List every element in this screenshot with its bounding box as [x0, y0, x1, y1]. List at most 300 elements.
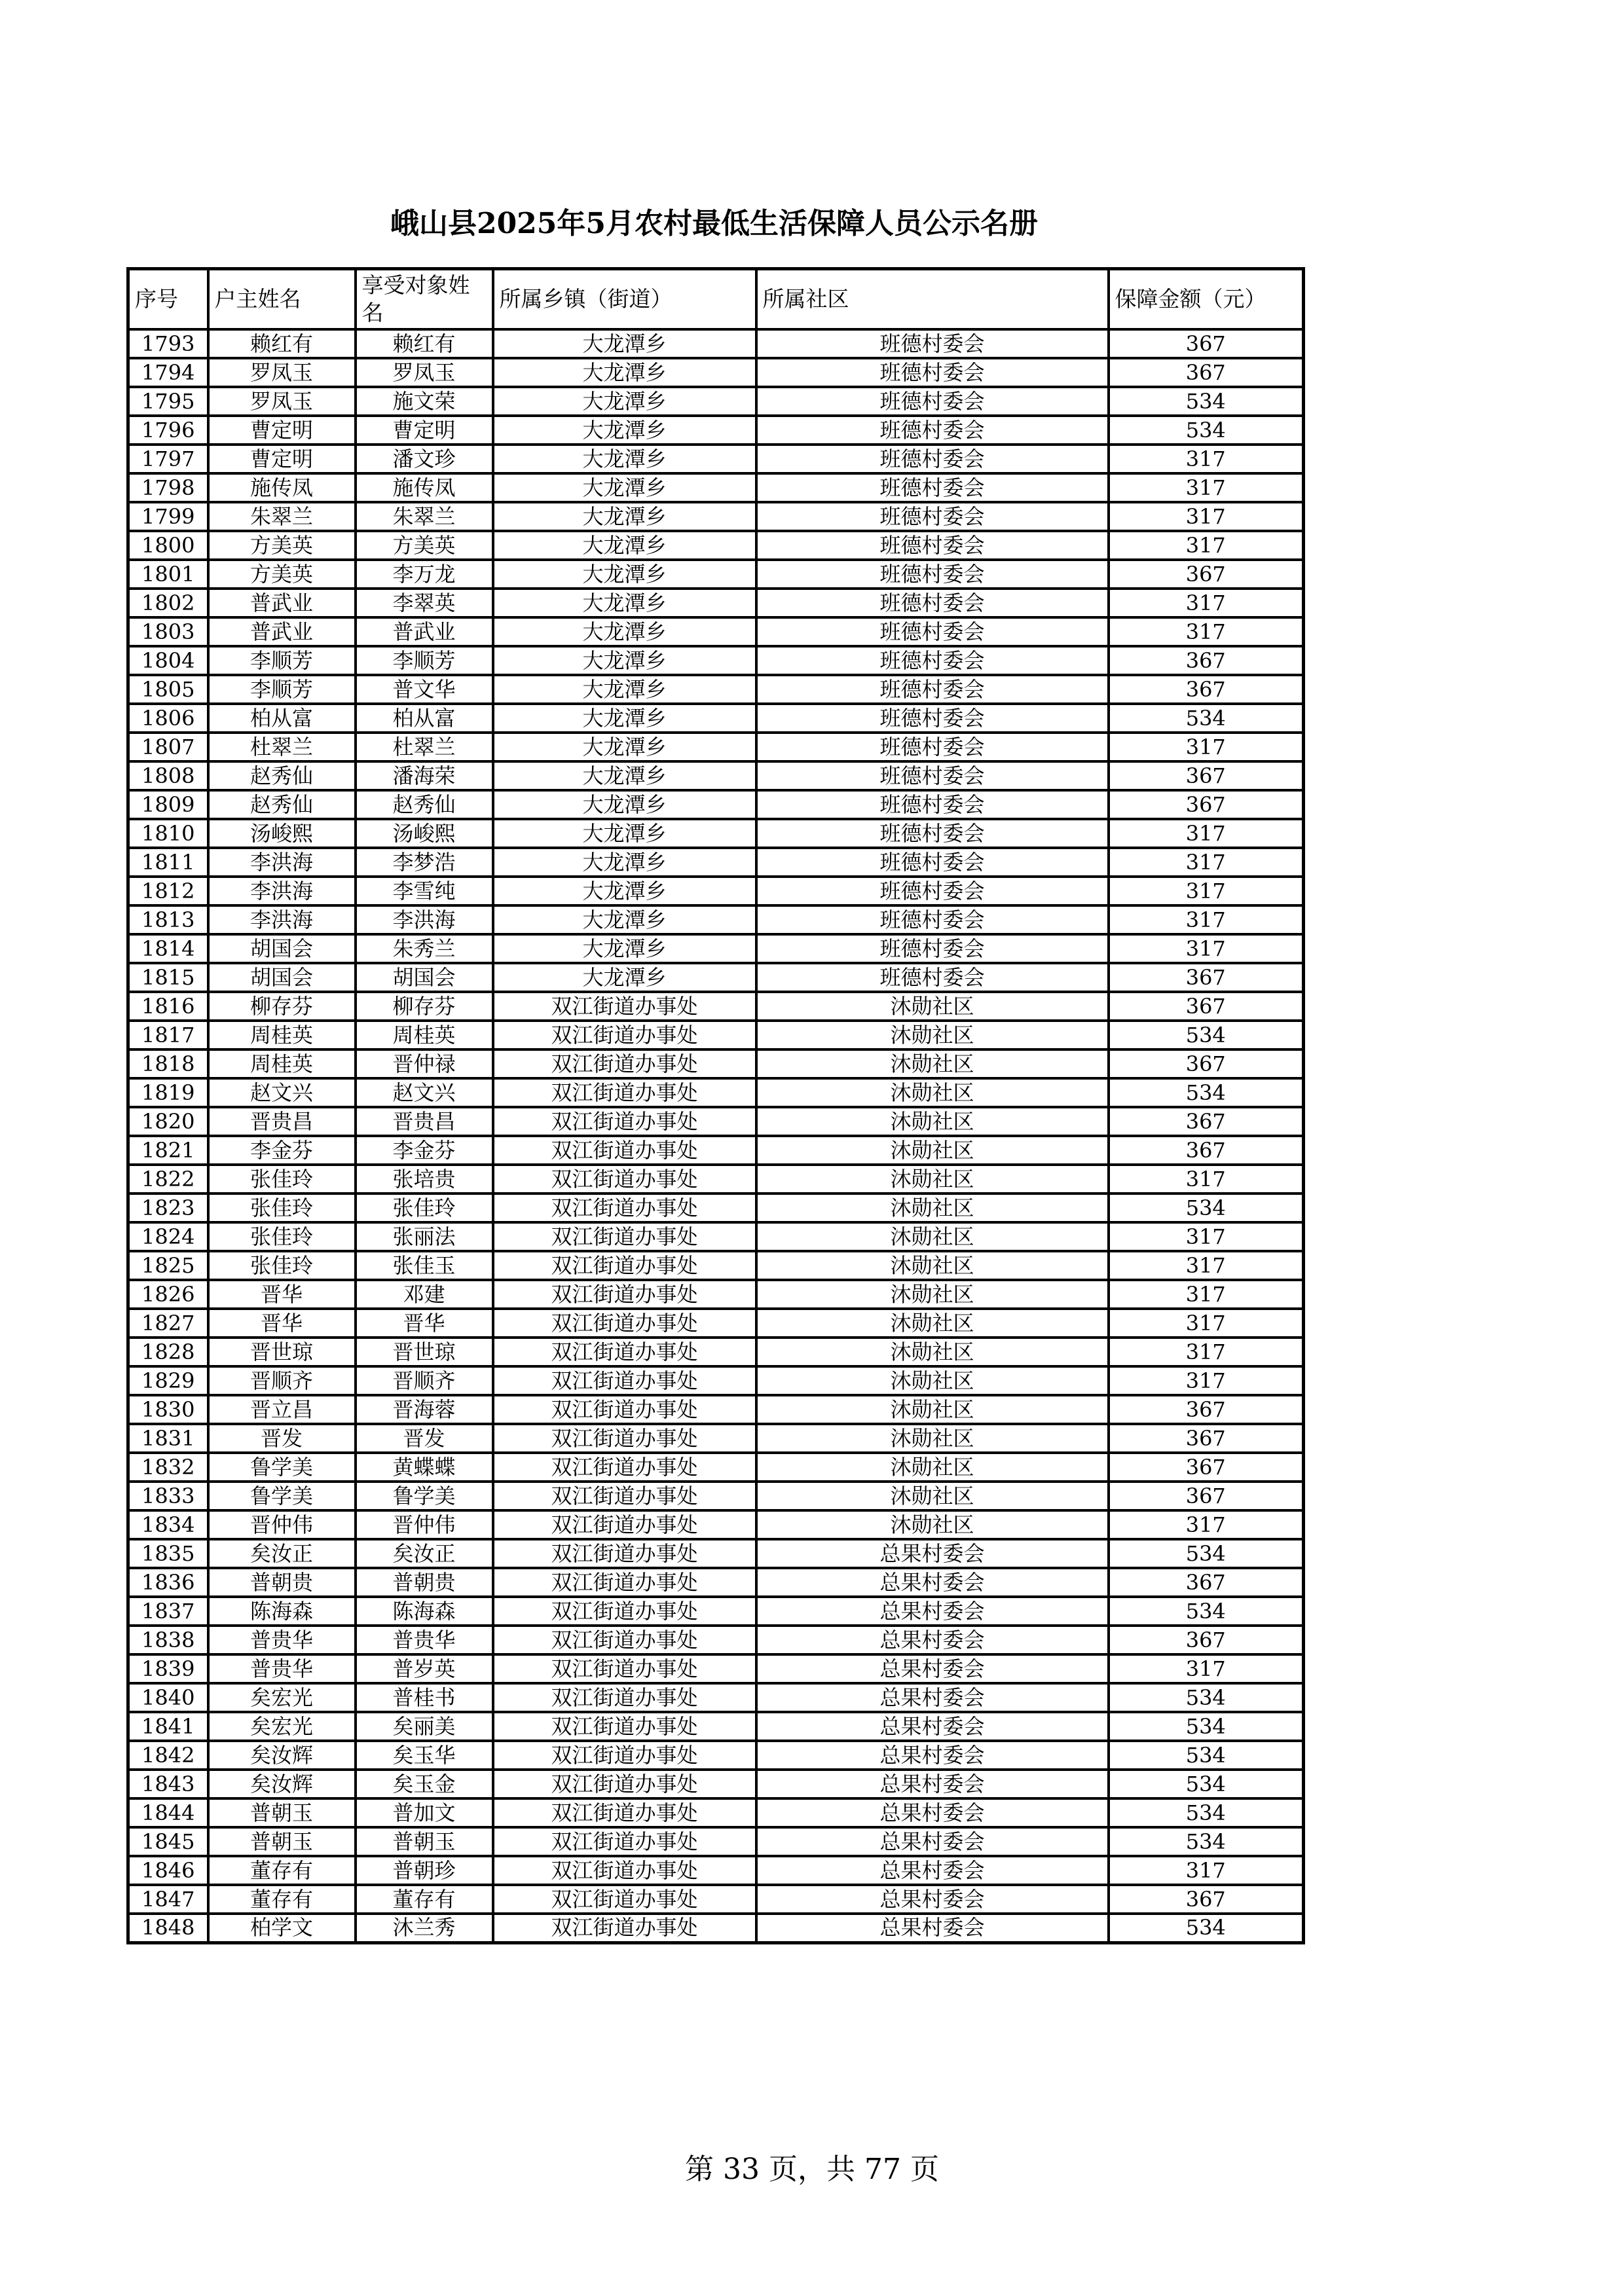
table-row [128, 473, 1304, 502]
cell-beneficiary: 晋顺齐 [356, 1366, 493, 1395]
cell-serial: 1847 [128, 1885, 208, 1914]
cell-township: 双江街道办事处 [493, 1424, 756, 1453]
cell-householder: 普武业 [208, 617, 356, 646]
cell-amount: 317 [1109, 531, 1304, 560]
cell-community: 班德村委会 [756, 819, 1109, 848]
cell-community: 总果村委会 [756, 1770, 1109, 1798]
table-row [128, 1395, 1304, 1424]
table-row [128, 1136, 1304, 1165]
cell-amount: 367 [1109, 560, 1304, 589]
cell-serial: 1844 [128, 1798, 208, 1827]
table-row [128, 1798, 1304, 1827]
table-row [128, 1712, 1304, 1741]
cell-householder: 晋华 [208, 1280, 356, 1309]
cell-amount: 317 [1109, 1222, 1304, 1251]
table-row [128, 1453, 1304, 1482]
cell-community: 总果村委会 [756, 1597, 1109, 1626]
cell-serial: 1841 [128, 1712, 208, 1741]
cell-township: 大龙潭乡 [493, 761, 756, 790]
cell-community: 总果村委会 [756, 1798, 1109, 1827]
cell-householder: 赖红有 [208, 329, 356, 358]
cell-householder: 李洪海 [208, 905, 356, 934]
cell-amount: 367 [1109, 1453, 1304, 1482]
cell-serial: 1842 [128, 1741, 208, 1770]
cell-serial: 1822 [128, 1165, 208, 1194]
table-row [128, 589, 1304, 617]
cell-householder: 曹定明 [208, 445, 356, 473]
cell-householder: 普贵华 [208, 1654, 356, 1683]
cell-householder: 陈海森 [208, 1597, 356, 1626]
cell-householder: 鲁学美 [208, 1482, 356, 1510]
cell-amount: 534 [1109, 1194, 1304, 1222]
cell-township: 双江街道办事处 [493, 1856, 756, 1885]
cell-serial: 1836 [128, 1568, 208, 1597]
cell-householder: 张佳玲 [208, 1194, 356, 1222]
cell-serial: 1814 [128, 934, 208, 963]
cell-amount: 317 [1109, 1280, 1304, 1309]
cell-serial: 1818 [128, 1049, 208, 1078]
cell-amount: 317 [1109, 502, 1304, 531]
cell-householder: 晋发 [208, 1424, 356, 1453]
cell-beneficiary: 汤峻熙 [356, 819, 493, 848]
cell-community: 沐勋社区 [756, 1049, 1109, 1078]
cell-beneficiary: 鲁学美 [356, 1482, 493, 1510]
table-row [128, 1510, 1304, 1539]
cell-community: 班德村委会 [756, 963, 1109, 992]
cell-serial: 1809 [128, 790, 208, 819]
cell-beneficiary: 张佳玲 [356, 1194, 493, 1222]
cell-community: 班德村委会 [756, 733, 1109, 761]
cell-amount: 534 [1109, 1683, 1304, 1712]
cell-householder: 李洪海 [208, 848, 356, 877]
cell-serial: 1848 [128, 1914, 208, 1942]
cell-serial: 1812 [128, 877, 208, 905]
table-row [128, 1770, 1304, 1798]
cell-amount: 367 [1109, 1136, 1304, 1165]
cell-beneficiary: 陈海森 [356, 1597, 493, 1626]
cell-amount: 317 [1109, 473, 1304, 502]
cell-householder: 矣宏光 [208, 1683, 356, 1712]
cell-township: 大龙潭乡 [493, 387, 756, 416]
cell-serial: 1834 [128, 1510, 208, 1539]
cell-householder: 柏学文 [208, 1914, 356, 1942]
cell-beneficiary: 潘文珍 [356, 445, 493, 473]
cell-township: 双江街道办事处 [493, 1626, 756, 1654]
cell-beneficiary: 方美英 [356, 531, 493, 560]
cell-community: 班德村委会 [756, 531, 1109, 560]
cell-community: 总果村委会 [756, 1885, 1109, 1914]
cell-township: 双江街道办事处 [493, 1482, 756, 1510]
cell-community: 班德村委会 [756, 905, 1109, 934]
cell-beneficiary: 晋仲伟 [356, 1510, 493, 1539]
cell-community: 班德村委会 [756, 790, 1109, 819]
cell-township: 大龙潭乡 [493, 963, 756, 992]
cell-township: 大龙潭乡 [493, 445, 756, 473]
cell-householder: 普朝玉 [208, 1827, 356, 1856]
cell-amount: 317 [1109, 733, 1304, 761]
cell-community: 班德村委会 [756, 675, 1109, 704]
cell-amount: 367 [1109, 963, 1304, 992]
cell-community: 总果村委会 [756, 1539, 1109, 1568]
cell-amount: 534 [1109, 1597, 1304, 1626]
cell-householder: 晋世琼 [208, 1338, 356, 1366]
cell-beneficiary: 李万龙 [356, 560, 493, 589]
table-row [128, 1222, 1304, 1251]
cell-amount: 534 [1109, 1539, 1304, 1568]
cell-township: 大龙潭乡 [493, 905, 756, 934]
cell-beneficiary: 晋世琼 [356, 1338, 493, 1366]
cell-householder: 方美英 [208, 560, 356, 589]
cell-serial: 1820 [128, 1107, 208, 1136]
cell-amount: 367 [1109, 761, 1304, 790]
cell-amount: 317 [1109, 1251, 1304, 1280]
cell-community: 班德村委会 [756, 761, 1109, 790]
cell-township: 双江街道办事处 [493, 1654, 756, 1683]
cell-amount: 534 [1109, 1798, 1304, 1827]
cell-township: 大龙潭乡 [493, 790, 756, 819]
cell-beneficiary: 潘海荣 [356, 761, 493, 790]
cell-householder: 柳存芬 [208, 992, 356, 1021]
cell-community: 总果村委会 [756, 1741, 1109, 1770]
table-row [128, 675, 1304, 704]
table-row [128, 819, 1304, 848]
cell-township: 双江街道办事处 [493, 1222, 756, 1251]
cell-township: 大龙潭乡 [493, 589, 756, 617]
cell-serial: 1802 [128, 589, 208, 617]
table-row [128, 646, 1304, 675]
cell-beneficiary: 罗凤玉 [356, 358, 493, 387]
cell-township: 双江街道办事处 [493, 1914, 756, 1942]
cell-serial: 1815 [128, 963, 208, 992]
cell-community: 班德村委会 [756, 416, 1109, 445]
cell-amount: 317 [1109, 1309, 1304, 1338]
column-header-amount: 保障金额（元） [1109, 269, 1304, 330]
cell-serial: 1835 [128, 1539, 208, 1568]
cell-township: 双江街道办事处 [493, 1309, 756, 1338]
cell-community: 沐勋社区 [756, 1309, 1109, 1338]
cell-community: 总果村委会 [756, 1654, 1109, 1683]
cell-amount: 534 [1109, 704, 1304, 733]
cell-township: 双江街道办事处 [493, 1539, 756, 1568]
cell-beneficiary: 赵秀仙 [356, 790, 493, 819]
cell-township: 大龙潭乡 [493, 358, 756, 387]
cell-community: 沐勋社区 [756, 1424, 1109, 1453]
cell-community: 班德村委会 [756, 704, 1109, 733]
cell-amount: 534 [1109, 387, 1304, 416]
cell-amount: 317 [1109, 819, 1304, 848]
cell-householder: 普贵华 [208, 1626, 356, 1654]
cell-serial: 1798 [128, 473, 208, 502]
cell-community: 沐勋社区 [756, 1395, 1109, 1424]
cell-amount: 317 [1109, 905, 1304, 934]
cell-householder: 张佳玲 [208, 1251, 356, 1280]
cell-beneficiary: 晋发 [356, 1424, 493, 1453]
cell-township: 双江街道办事处 [493, 1712, 756, 1741]
table-row [128, 934, 1304, 963]
cell-township: 双江街道办事处 [493, 1049, 756, 1078]
table-row [128, 1107, 1304, 1136]
cell-amount: 367 [1109, 790, 1304, 819]
cell-beneficiary: 柏从富 [356, 704, 493, 733]
cell-community: 总果村委会 [756, 1856, 1109, 1885]
cell-serial: 1799 [128, 502, 208, 531]
cell-serial: 1832 [128, 1453, 208, 1482]
table-row [128, 1078, 1304, 1107]
cell-beneficiary: 黄蝶蝶 [356, 1453, 493, 1482]
cell-community: 沐勋社区 [756, 1366, 1109, 1395]
cell-community: 总果村委会 [756, 1683, 1109, 1712]
cell-community: 班德村委会 [756, 560, 1109, 589]
table-row [128, 1021, 1304, 1049]
cell-amount: 317 [1109, 1856, 1304, 1885]
cell-beneficiary: 朱秀兰 [356, 934, 493, 963]
cell-community: 沐勋社区 [756, 1194, 1109, 1222]
cell-serial: 1819 [128, 1078, 208, 1107]
cell-beneficiary: 柳存芬 [356, 992, 493, 1021]
table-row [128, 704, 1304, 733]
table-row [128, 1827, 1304, 1856]
cell-township: 双江街道办事处 [493, 1683, 756, 1712]
cell-beneficiary: 普朝贵 [356, 1568, 493, 1597]
cell-township: 大龙潭乡 [493, 531, 756, 560]
table-row [128, 1885, 1304, 1914]
cell-amount: 317 [1109, 617, 1304, 646]
cell-beneficiary: 晋海蓉 [356, 1395, 493, 1424]
table-row [128, 761, 1304, 790]
cell-householder: 普朝玉 [208, 1798, 356, 1827]
cell-serial: 1846 [128, 1856, 208, 1885]
cell-householder: 李顺芳 [208, 646, 356, 675]
cell-amount: 317 [1109, 877, 1304, 905]
cell-community: 沐勋社区 [756, 1222, 1109, 1251]
cell-beneficiary: 张丽法 [356, 1222, 493, 1251]
cell-serial: 1813 [128, 905, 208, 934]
cell-community: 班德村委会 [756, 589, 1109, 617]
cell-amount: 534 [1109, 1712, 1304, 1741]
cell-beneficiary: 普加文 [356, 1798, 493, 1827]
cell-beneficiary: 李顺芳 [356, 646, 493, 675]
cell-beneficiary: 张培贵 [356, 1165, 493, 1194]
cell-serial: 1825 [128, 1251, 208, 1280]
cell-beneficiary: 晋贵昌 [356, 1107, 493, 1136]
cell-community: 班德村委会 [756, 617, 1109, 646]
cell-community: 沐勋社区 [756, 1165, 1109, 1194]
cell-township: 大龙潭乡 [493, 646, 756, 675]
cell-householder: 矣汝正 [208, 1539, 356, 1568]
cell-community: 总果村委会 [756, 1827, 1109, 1856]
cell-beneficiary: 李翠英 [356, 589, 493, 617]
cell-householder: 杜翠兰 [208, 733, 356, 761]
cell-township: 大龙潭乡 [493, 675, 756, 704]
table-row [128, 1309, 1304, 1338]
cell-householder: 胡国会 [208, 934, 356, 963]
cell-township: 大龙潭乡 [493, 473, 756, 502]
cell-community: 沐勋社区 [756, 1251, 1109, 1280]
cell-amount: 534 [1109, 1021, 1304, 1049]
cell-community: 班德村委会 [756, 473, 1109, 502]
cell-beneficiary: 朱翠兰 [356, 502, 493, 531]
cell-township: 双江街道办事处 [493, 1194, 756, 1222]
cell-township: 大龙潭乡 [493, 704, 756, 733]
cell-serial: 1801 [128, 560, 208, 589]
cell-amount: 367 [1109, 1885, 1304, 1914]
table-row [128, 1914, 1304, 1942]
cell-amount: 317 [1109, 1366, 1304, 1395]
cell-householder: 晋贵昌 [208, 1107, 356, 1136]
table-row [128, 1165, 1304, 1194]
page-footer: 第 33 页，共 77 页 [685, 2153, 939, 2186]
table-row [128, 1741, 1304, 1770]
cell-beneficiary: 李雪纯 [356, 877, 493, 905]
cell-community: 沐勋社区 [756, 1136, 1109, 1165]
cell-householder: 胡国会 [208, 963, 356, 992]
cell-serial: 1810 [128, 819, 208, 848]
cell-serial: 1816 [128, 992, 208, 1021]
cell-amount: 367 [1109, 1049, 1304, 1078]
cell-householder: 李顺芳 [208, 675, 356, 704]
cell-serial: 1824 [128, 1222, 208, 1251]
cell-township: 双江街道办事处 [493, 992, 756, 1021]
cell-serial: 1811 [128, 848, 208, 877]
cell-serial: 1807 [128, 733, 208, 761]
cell-community: 班德村委会 [756, 358, 1109, 387]
cell-beneficiary: 赵文兴 [356, 1078, 493, 1107]
cell-serial: 1833 [128, 1482, 208, 1510]
cell-serial: 1821 [128, 1136, 208, 1165]
cell-householder: 李金芬 [208, 1136, 356, 1165]
cell-beneficiary: 赖红有 [356, 329, 493, 358]
cell-township: 双江街道办事处 [493, 1827, 756, 1856]
cell-householder: 周桂英 [208, 1049, 356, 1078]
table-row [128, 1251, 1304, 1280]
cell-township: 大龙潭乡 [493, 617, 756, 646]
cell-householder: 罗凤玉 [208, 387, 356, 416]
cell-beneficiary: 周桂英 [356, 1021, 493, 1049]
table-row [128, 1366, 1304, 1395]
cell-community: 总果村委会 [756, 1626, 1109, 1654]
cell-beneficiary: 沐兰秀 [356, 1914, 493, 1942]
cell-beneficiary: 李洪海 [356, 905, 493, 934]
cell-beneficiary: 张佳玉 [356, 1251, 493, 1280]
cell-serial: 1827 [128, 1309, 208, 1338]
cell-serial: 1817 [128, 1021, 208, 1049]
cell-community: 沐勋社区 [756, 1453, 1109, 1482]
cell-amount: 317 [1109, 848, 1304, 877]
header-row [128, 269, 1304, 330]
cell-community: 班德村委会 [756, 387, 1109, 416]
cell-householder: 罗凤玉 [208, 358, 356, 387]
table-row [128, 848, 1304, 877]
cell-township: 双江街道办事处 [493, 1078, 756, 1107]
cell-amount: 534 [1109, 1827, 1304, 1856]
cell-community: 沐勋社区 [756, 1107, 1109, 1136]
cell-beneficiary: 施文荣 [356, 387, 493, 416]
cell-beneficiary: 曹定明 [356, 416, 493, 445]
cell-community: 沐勋社区 [756, 1510, 1109, 1539]
cell-township: 大龙潭乡 [493, 819, 756, 848]
cell-householder: 晋仲伟 [208, 1510, 356, 1539]
table-body [128, 329, 1304, 1942]
column-header-beneficiary: 享受对象姓名 [356, 269, 493, 330]
cell-beneficiary: 普朝珍 [356, 1856, 493, 1885]
cell-householder: 董存有 [208, 1856, 356, 1885]
cell-serial: 1840 [128, 1683, 208, 1712]
table-row [128, 1338, 1304, 1366]
table-row [128, 617, 1304, 646]
table-row [128, 416, 1304, 445]
cell-township: 双江街道办事处 [493, 1597, 756, 1626]
cell-community: 沐勋社区 [756, 1482, 1109, 1510]
cell-serial: 1803 [128, 617, 208, 646]
cell-serial: 1796 [128, 416, 208, 445]
cell-householder: 周桂英 [208, 1021, 356, 1049]
cell-township: 大龙潭乡 [493, 502, 756, 531]
cell-amount: 317 [1109, 1510, 1304, 1539]
cell-amount: 534 [1109, 416, 1304, 445]
cell-community: 沐勋社区 [756, 1021, 1109, 1049]
cell-community: 班德村委会 [756, 877, 1109, 905]
cell-beneficiary: 普贵华 [356, 1626, 493, 1654]
cell-beneficiary: 董存有 [356, 1885, 493, 1914]
cell-serial: 1837 [128, 1597, 208, 1626]
cell-township: 双江街道办事处 [493, 1280, 756, 1309]
cell-householder: 矣汝辉 [208, 1741, 356, 1770]
column-header-householder: 户主姓名 [208, 269, 356, 330]
cell-amount: 317 [1109, 1165, 1304, 1194]
cell-township: 双江街道办事处 [493, 1885, 756, 1914]
cell-beneficiary: 普文华 [356, 675, 493, 704]
cell-township: 双江街道办事处 [493, 1107, 756, 1136]
table-row [128, 992, 1304, 1021]
table-row [128, 1539, 1304, 1568]
cell-serial: 1793 [128, 329, 208, 358]
cell-serial: 1838 [128, 1626, 208, 1654]
table-row [128, 1280, 1304, 1309]
cell-beneficiary: 矣丽美 [356, 1712, 493, 1741]
cell-householder: 张佳玲 [208, 1165, 356, 1194]
cell-serial: 1794 [128, 358, 208, 387]
cell-householder: 汤峻熙 [208, 819, 356, 848]
cell-township: 双江街道办事处 [493, 1510, 756, 1539]
cell-township: 双江街道办事处 [493, 1366, 756, 1395]
cell-township: 大龙潭乡 [493, 877, 756, 905]
cell-householder: 施传凤 [208, 473, 356, 502]
cell-householder: 晋华 [208, 1309, 356, 1338]
cell-serial: 1831 [128, 1424, 208, 1453]
cell-beneficiary: 李金芬 [356, 1136, 493, 1165]
cell-householder: 普武业 [208, 589, 356, 617]
table-row [128, 1654, 1304, 1683]
cell-amount: 367 [1109, 1568, 1304, 1597]
cell-serial: 1828 [128, 1338, 208, 1366]
cell-beneficiary: 胡国会 [356, 963, 493, 992]
cell-beneficiary: 邓建 [356, 1280, 493, 1309]
cell-serial: 1843 [128, 1770, 208, 1798]
cell-amount: 534 [1109, 1914, 1304, 1942]
table-row [128, 560, 1304, 589]
cell-beneficiary: 晋仲禄 [356, 1049, 493, 1078]
cell-amount: 367 [1109, 1395, 1304, 1424]
cell-beneficiary: 晋华 [356, 1309, 493, 1338]
cell-community: 班德村委会 [756, 646, 1109, 675]
cell-community: 班德村委会 [756, 502, 1109, 531]
cell-serial: 1805 [128, 675, 208, 704]
column-header-community: 所属社区 [756, 269, 1109, 330]
cell-amount: 367 [1109, 1424, 1304, 1453]
cell-householder: 晋顺齐 [208, 1366, 356, 1395]
cell-community: 总果村委会 [756, 1712, 1109, 1741]
cell-householder: 张佳玲 [208, 1222, 356, 1251]
